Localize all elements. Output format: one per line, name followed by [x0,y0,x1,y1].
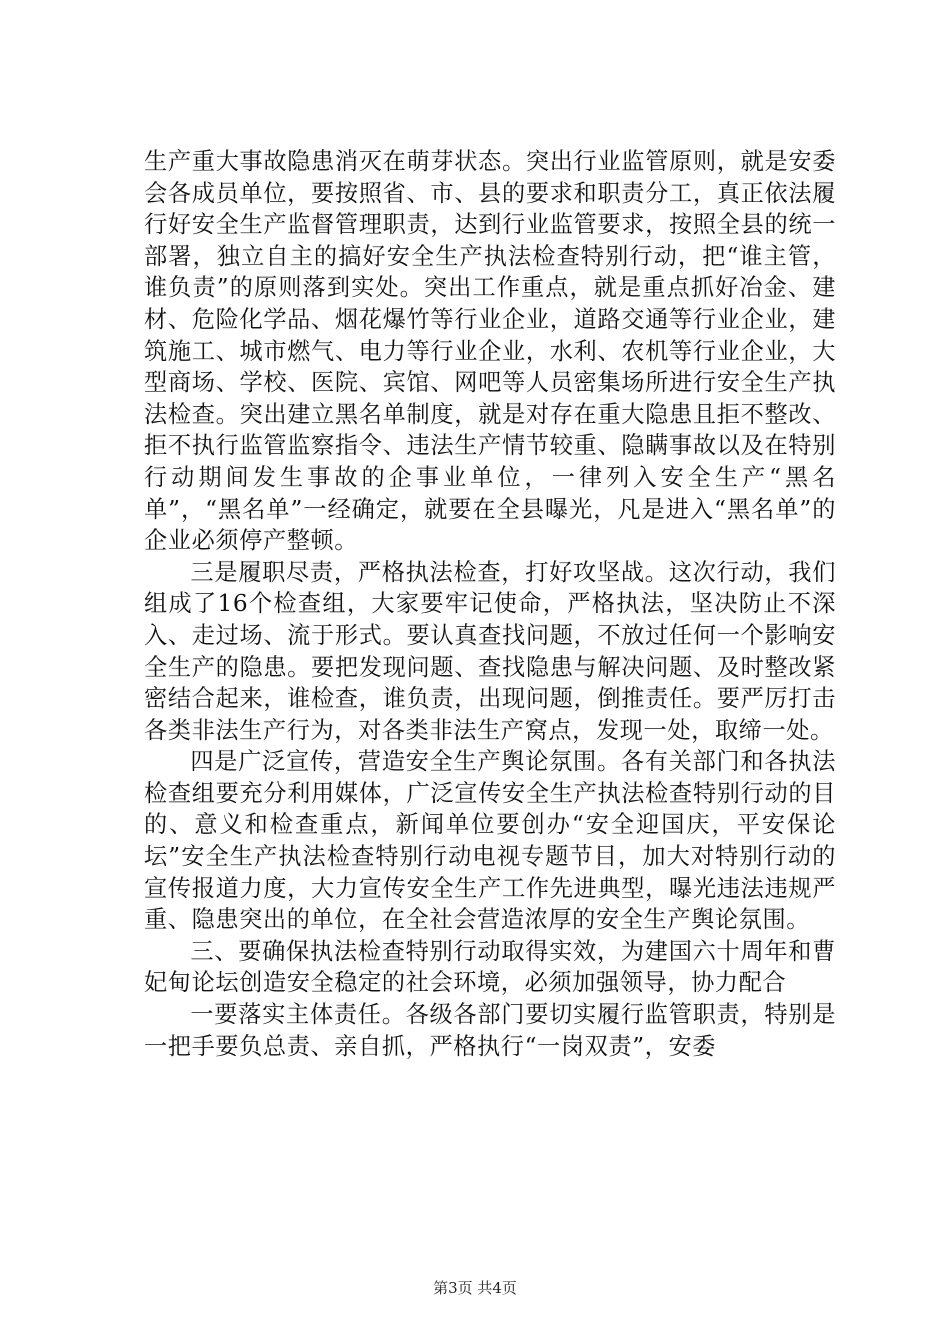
paragraph-3: 四是广泛宣传，营造安全生产舆论氛围。各有关部门和各执法检查组要充分利用媒体，广泛宣传安全生产执法检查特别行动的目的、意义和检查重点，新闻单位要创办“安全迎国庆，平安保论坛”安全生产执法检查特别行动电视专题节目，加大对特别行动的宣传报道力度，大力宣传安全生产工作先进典型，曝光违法违规严重、隐患突出的单位，在全社会营造浓厚的安全生产舆论氛围。 [144,748,836,934]
section-heading: 三、要确保执法检查特别行动取得实效，为建国六十周年和曹妃甸论坛创造安全稳定的社会环境，必须加强领导，协力配合 [144,937,836,997]
document-body [144,146,836,1062]
page-footer: 第3页 共4页 [433,1279,517,1297]
paragraph-1: 生产重大事故隐患消灭在萌芽状态。突出行业监管原则，就是安委会各成员单位，要按照省、市、县的要求和职责分工，真正依法履行好安全生产监督管理职责，达到行业监管要求，按照全县的统一部署，独立自主的搞好安全生产执法检查特别行动，把“谁主管，谁负责”的原则落到实处。突出工作重点，就是重点抓好冶金、建材、危险化学品、烟花爆竹等行业企业，道路交通等行业企业，建筑施工、城市燃气、电力等行业企业，水利、农机等行业企业，大型商场、学校、医院、宾馆、网吧等人员密集场所进行安全生产执法检查。突出建立黑名单制度，就是对存在重大隐患且拒不整改、拒不执行监管监察指令、违法生产情节较重、隐瞒事故以及在特别行动期间发生事故的企事业单位，一律列入安全生产“黑名单”，“黑名单”一经确定，就要在全县曝光，凡是进入“黑名单”的企业必须停产整顿。 [144,148,836,555]
paragraph-4: 一要落实主体责任。各级各部门要切实履行监管职责，特别是一把手要负总责、亲自抓，严格执行“一岗双责”，安委 [144,1001,836,1060]
paragraph-2: 三是履职尽责，严格执法检查，打好攻坚战。这次行动，我们组成了16个检查组，大家要牢记使命，严格执法，坚决防止不深入、走过场、流于形式。要认真查找问题，不放过任何一个影响安全生产的隐患。要把发现问题、查找隐患与解决问题、及时整改紧密结合起来，谁检查，谁负责，出现问题，倒推责任。要严厉打击各类非法生产行为，对各类非法生产窝点，发现一处，取缔一处。 [144,558,836,744]
